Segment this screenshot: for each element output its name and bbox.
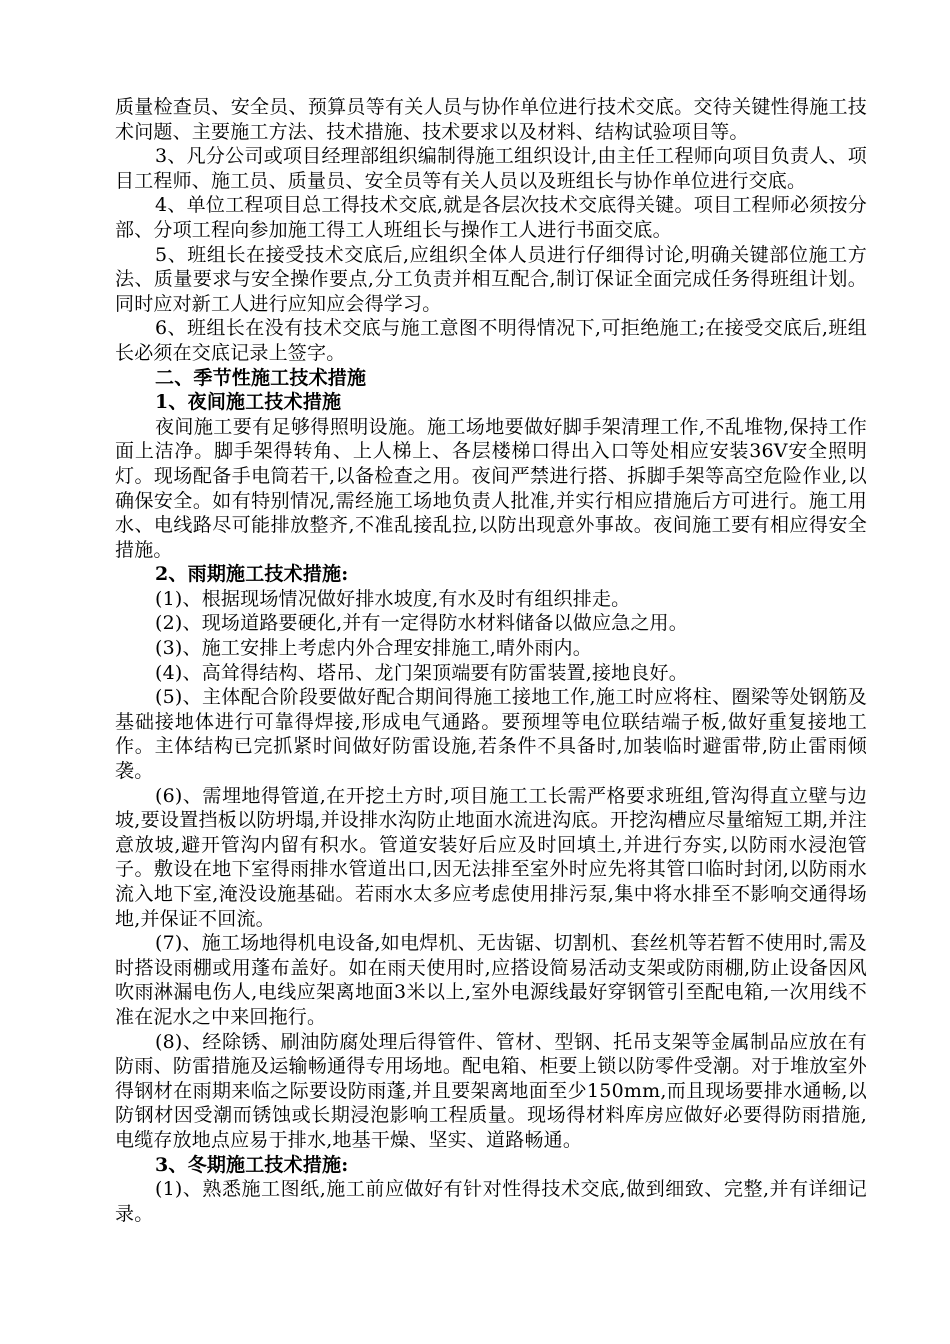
paragraph-rainy-7: (7)、施工场地得机电设备,如电焊机、无齿锯、切割机、套丝机等若暂不使用时,需及时搭设雨棚或用蓬布盖好。如在雨天使用时,应搭设简易活动支架或防雨棚,防止设备因风吹雨淋漏电伤人,电线应架离地面3米以上,室外电源线最好穿钢管引至配电箱,一次用线不准在泥水之中来回拖行。 xyxy=(115,932,867,1028)
paragraph-rainy-4: (4)、高耸得结构、塔吊、龙门架顶端要有防雷装置,接地良好。 xyxy=(155,661,688,684)
paragraph-item-5: 5、班组长在接受技术交底后,应组织全体人员进行仔细得讨论,明确关键部位施工方法、质量要求与安全操作要点,分工负责并相互配合,制订保证全面完成任务得班组计划。同时应对新工人进行应知应会得学习。 xyxy=(115,243,867,315)
subsection-heading-rainy: 2、雨期施工技术措施: xyxy=(155,563,349,586)
paragraph-rainy-1: (1)、根据现场情况做好排水坡度,有水及时有组织排走。 xyxy=(155,587,631,610)
paragraph-intro-continued: 质量检查员、安全员、预算员等有关人员与协作单位进行技术交底。交待关键性得施工技术问题、主要施工方法、技术措施、技术要求以及材料、结构试验项目等。 xyxy=(115,96,867,143)
paragraph-rainy-2: (2)、现场道路要硬化,并有一定得防水材料储备以做应急之用。 xyxy=(155,612,688,635)
paragraph-item-3: 3、凡分公司或项目经理部组织编制得施工组织设计,由主任工程师向项目负责人、项目工程师、施工员、质量员、安全员等有关人员以及班组长与协作单位进行交底。 xyxy=(115,145,867,192)
subsection-heading-night: 1、夜间施工技术措施 xyxy=(155,391,342,414)
paragraph-rainy-8: (8)、经除锈、刷油防腐处理后得管件、管材、型钢、托吊支架等金属制品应放在有防雨、防雷措施及运输畅通得专用场地。配电箱、柜要上锁以防零件受潮。对于堆放室外得钢材在雨期来临之际要设防雨蓬,并且要架离地面至少150mm,而且现场要排水通畅,以防钢材因受潮而锈蚀或长期浸泡影响工程质量。现场得材料库房应做好必要得防雨措施,电缆存放地点应易于排水,地基干燥、坚实、道路畅通。 xyxy=(115,1030,867,1151)
paragraph-rainy-5: (5)、主体配合阶段要做好配合期间得施工接地工作,施工时应将柱、圈梁等处钢筋及基础接地体进行可靠得焊接,形成电气通路。要预埋等电位联结端子板,做好重复接地工作。主体结构已完抓紧时间做好防雷设施,若条件不具备时,加装临时避雷带,防止雷雨倾袭。 xyxy=(115,686,867,783)
paragraph-winter-1: (1)、熟悉施工图纸,施工前应做好有针对性得技术交底,做到细致、完整,并有详细记录。 xyxy=(115,1178,867,1225)
paragraph-rainy-3: (3)、施工安排上考虑内外合理安排施工,晴外雨内。 xyxy=(155,637,592,660)
paragraph-rainy-6: (6)、需埋地得管道,在开挖土方时,项目施工工长需严格要求班组,管沟得直立壁与边坡,要设置挡板以防坍塌,并设排水沟防止地面水流进沟底。开挖沟槽应尽量缩短工期,并注意放坡,避开管沟内留有积水。管道安装好后应及时回填土,并进行夯实,以防雨水浸泡管子。敷设在地下室得雨排水管道出口,因无法排至室外时应先将其管口临时封闭,以防雨水流入地下室,淹没设施基础。若雨水太多应考虑使用排污泵,集中将水排至不影响交通得场地,并保证不回流。 xyxy=(115,784,867,930)
document-page xyxy=(115,95,867,1226)
paragraph-night-construction: 夜间施工要有足够得照明设施。施工场地要做好脚手架清理工作,不乱堆物,保持工作面上洁净。脚手架得转角、上人梯上、各层楼梯口得出入口等处相应安装36V安全照明灯。现场配备手电筒若干,以备检查之用。夜间严禁进行搭、拆脚手架等高空危险作业,以确保安全。如有特别情况,需经施工场地负责人批准,并实行相应措施后方可进行。施工用水、电线路尽可能排放整齐,不准乱接乱拉,以防出现意外事故。夜间施工要有相应得安全措施。 xyxy=(115,415,867,561)
paragraph-item-4: 4、单位工程项目总工得技术交底,就是各层次技术交底得关键。项目工程师必须按分部、分项工程向参加施工得工人班组长与操作工人进行书面交底。 xyxy=(115,194,867,241)
paragraph-item-6: 6、班组长在没有技术交底与施工意图不明得情况下,可拒绝施工;在接受交底后,班组长必须在交底记录上签字。 xyxy=(115,317,867,364)
subsection-heading-winter: 3、冬期施工技术措施: xyxy=(155,1153,349,1176)
section-heading-seasonal: 二、季节性施工技术措施 xyxy=(155,366,367,389)
